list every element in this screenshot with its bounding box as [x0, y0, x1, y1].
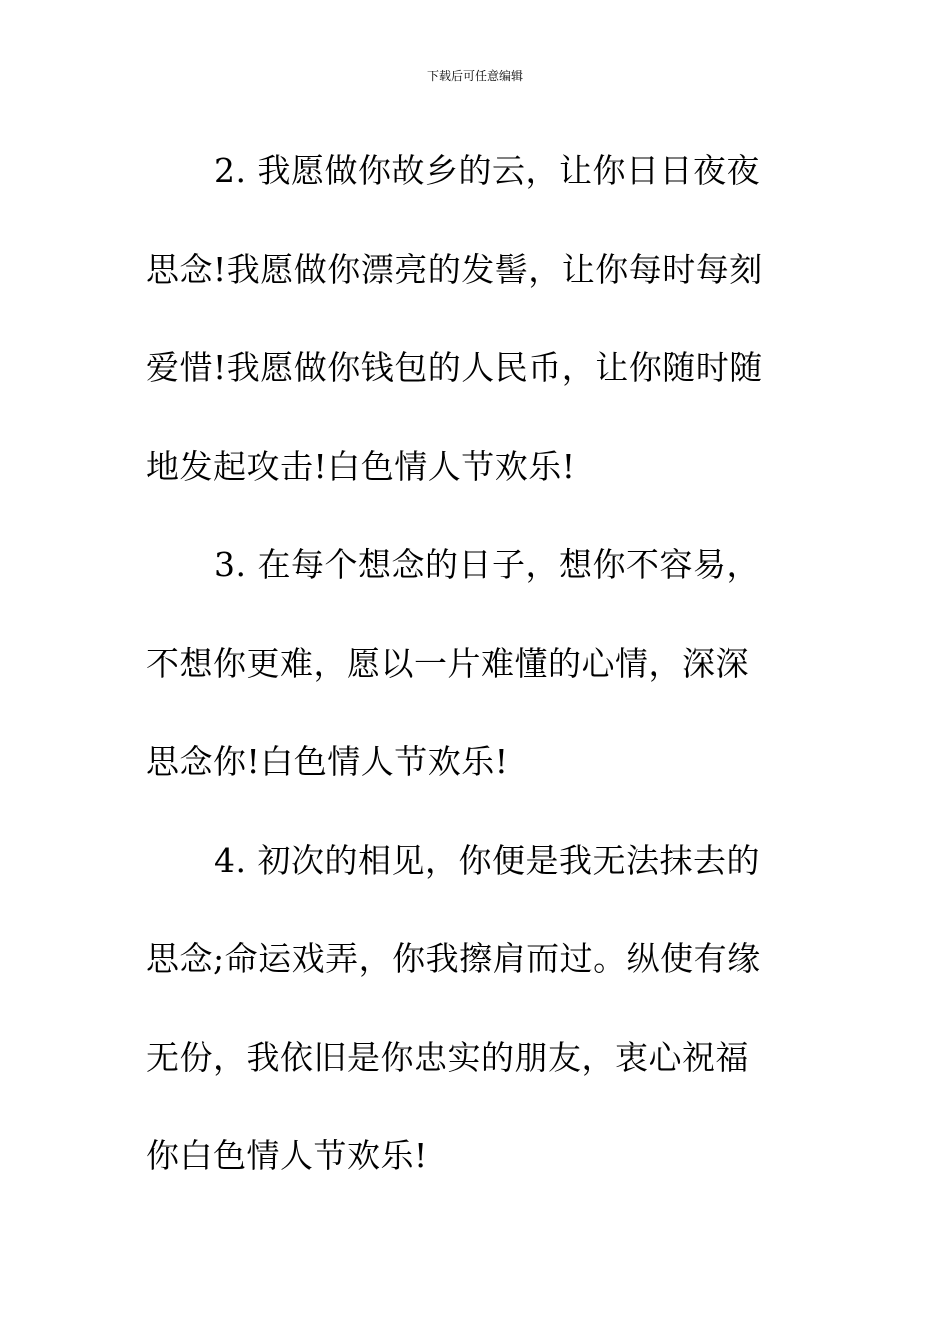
paragraph-2: [146, 122, 806, 516]
paragraph-line: 2. 我愿做你故乡的云，让你日日夜夜: [214, 151, 760, 190]
paragraph-3: [146, 516, 806, 812]
paragraph-line: 思念;命运戏弄，你我擦肩而过。纵使有缘: [146, 939, 761, 978]
paragraph-line: 你白色情人节欢乐!: [146, 1136, 428, 1175]
paragraph-line: 4. 初次的相见，你便是我无法抹去的: [214, 840, 760, 880]
paragraph-line: 思念你!白色情人节欢乐!: [146, 742, 509, 781]
paragraph-line: 思念!我愿做你漂亮的发髻，让你每时每刻: [146, 249, 763, 289]
paragraph-line: 不想你更难，愿以一片难懂的心情，深深: [146, 643, 749, 683]
paragraph-line: 爱惜!我愿做你钱包的人民币，让你随时随: [146, 348, 763, 387]
page-header: 下载后可任意编辑: [426, 69, 523, 83]
paragraph-line: 3. 在每个想念的日子，想你不容易，: [214, 545, 760, 584]
paragraph-4: [146, 812, 806, 1206]
document-body: [146, 122, 806, 1206]
paragraph-line: 无份，我依旧是你忠实的朋友，衷心祝福: [146, 1037, 749, 1077]
paragraph-line: 地发起攻击!白色情人节欢乐!: [146, 446, 576, 486]
